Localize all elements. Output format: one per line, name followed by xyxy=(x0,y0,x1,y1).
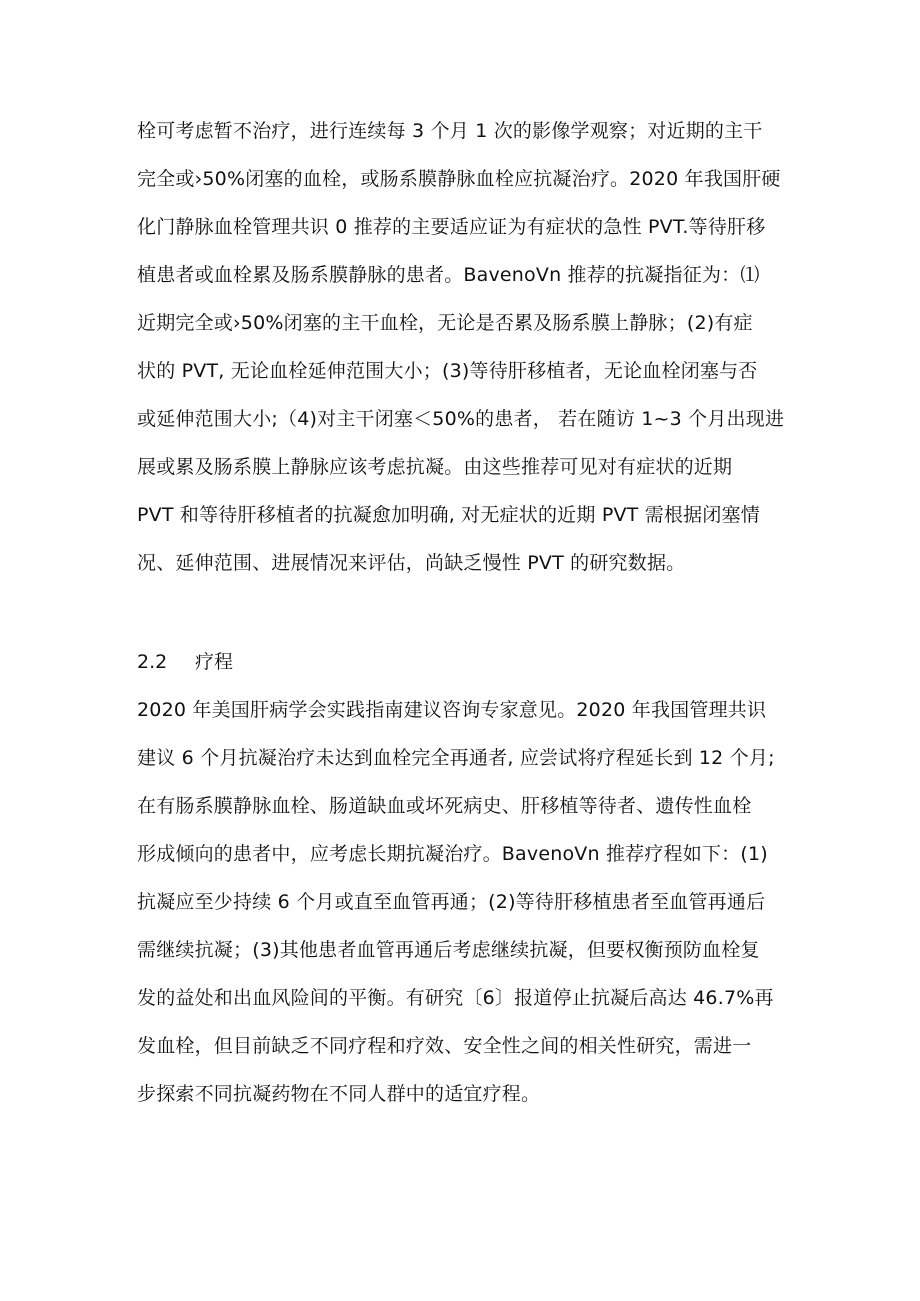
paragraph-line: 需继续抗凝；(3)其他患者血管再通后考虑继续抗凝，但要权衡预防血栓复 xyxy=(137,939,760,961)
section-heading xyxy=(137,638,233,686)
paragraph-line: 抗凝应至少持续 6 个月或直至血管再通；(2)等待肝移植患者至血管再通后 xyxy=(137,891,766,913)
paragraph-line: 栓可考虑暂不治疗，进行连续每 3 个月 1 次的影像学观察；对近期的主干 xyxy=(137,120,763,142)
paragraph-line: PVT 和等待肝移植者的抗凝愈加明确, 对无症状的近期 PVT 需根据闭塞情 xyxy=(137,504,760,526)
paragraph-treatment-duration xyxy=(137,686,787,1118)
paragraph-line: 展或累及肠系膜上静脉应该考虑抗凝。由这些推荐可见对有症状的近期 xyxy=(137,456,733,478)
paragraph-line: 状的 PVT, 无论血栓延伸范围大小；(3)等待肝移植者，无论血栓闭塞与否 xyxy=(137,360,758,382)
paragraph-line: 2020 年美国肝病学会实践指南建议咨询专家意见。2020 年我国管理共识 xyxy=(137,699,767,721)
paragraph-line: 建议 6 个月抗凝治疗未达到血栓完全再通者, 应尝试将疗程延长到 12 个月; xyxy=(137,747,775,769)
paragraph-line: 或延伸范围大小;（4)对主干闭塞＜50%的患者， 若在随访 1~3 个月出现进 xyxy=(137,408,785,430)
paragraph-line: 形成倾向的患者中，应考虑长期抗凝治疗。BavenoVn 推荐疗程如下：(1) xyxy=(137,843,768,865)
section-title: 疗程 xyxy=(195,651,234,673)
section-number: 2.2 xyxy=(137,651,168,673)
paragraph-line: 步探索不同抗凝药物在不同人群中的适宜疗程。 xyxy=(137,1083,541,1105)
paragraph-line: 植患者或血栓累及肠系膜静脉的患者。BavenoVn 推荐的抗凝指征为：⑴ xyxy=(137,264,760,286)
paragraph-line: 完全或›50%闭塞的血栓，或肠系膜静脉血栓应抗凝治疗。2020 年我国肝硬 xyxy=(137,168,781,190)
paragraph-line: 发血栓，但目前缺乏不同疗程和疗效、安全性之间的相关性研究，需进一 xyxy=(137,1035,752,1057)
paragraph-line: 近期完全或›50%闭塞的主干血栓，无论是否累及肠系膜上静脉；(2)有症 xyxy=(137,312,753,334)
paragraph-anticoagulation-indications xyxy=(137,107,787,587)
paragraph-line: 况、延伸范围、进展情况来评估，尚缺乏慢性 PVT 的研究数据。 xyxy=(137,552,686,574)
paragraph-line: 在有肠系膜静脉血栓、肠道缺血或坏死病史、肝移植等待者、遗传性血栓 xyxy=(137,795,752,817)
paragraph-line: 发的益处和出血风险间的平衡。有研究〔6〕报道停止抗凝后高达 46.7%再 xyxy=(137,987,774,1009)
paragraph-line: 化门静脉血栓管理共识 0 推荐的主要适应证为有症状的急性 PVT.等待肝移 xyxy=(137,216,766,238)
